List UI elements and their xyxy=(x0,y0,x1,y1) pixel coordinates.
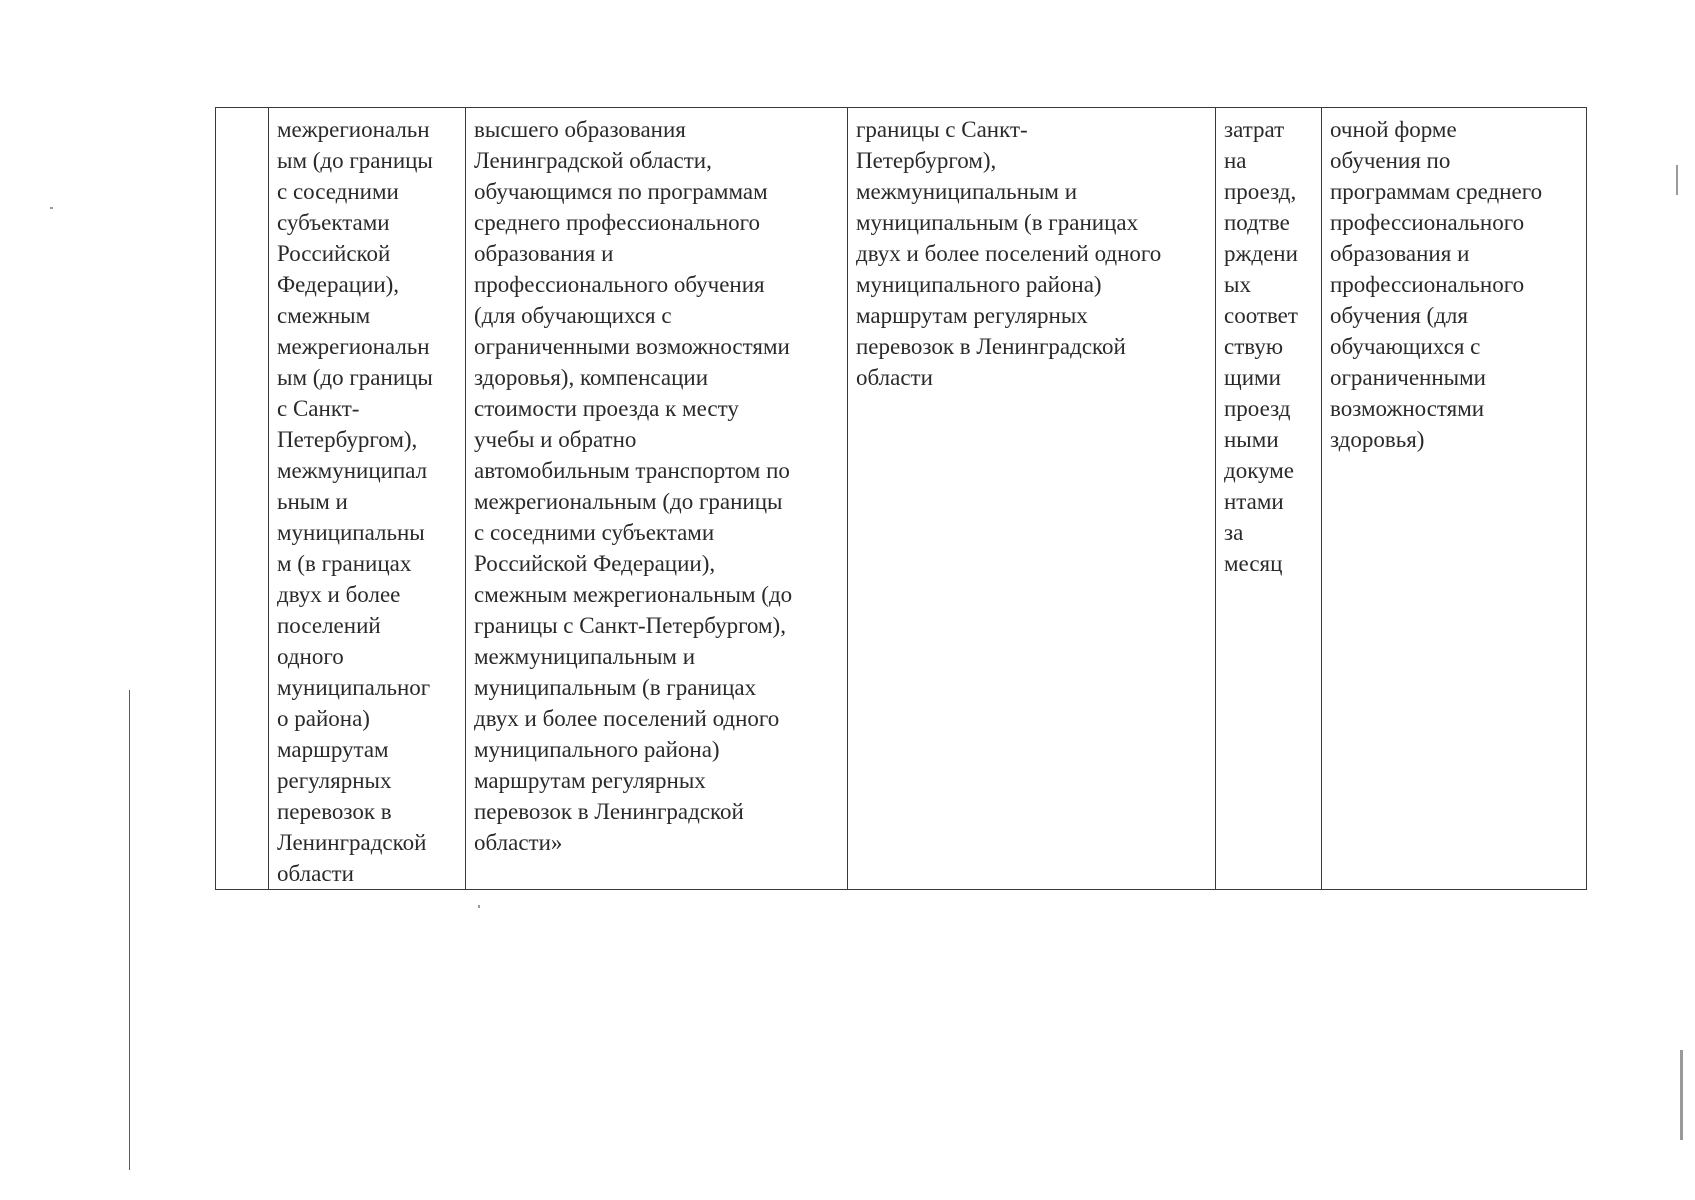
cell-text: высшего образования Ленинградской области, обучающимся по программам среднего профессионального образования и профессионального обучения (для обучающихся с ограниченными возможностями здоровья), компенсации стоимости проезда к месту учебы и обратно автомобильным транспортом по межрегиональным (до границы с соседними субъектами Российской Федерации), смежным межрегиональным (до границы с Санкт-Петербургом), межмуниципальным и муниципальным (в границах двух и более поселений одного муниципального района) маршрутам регулярных перевозок в Ленинградской области» xyxy=(474,117,793,855)
table-cell-amount xyxy=(1216,108,1322,890)
table-row xyxy=(216,108,1587,890)
scan-speck xyxy=(1680,1050,1683,1140)
scan-speck xyxy=(50,207,53,209)
table-cell-measure-description xyxy=(466,108,848,890)
scan-speck xyxy=(1676,165,1678,195)
scan-speck xyxy=(478,905,480,908)
table-cell-route-scope xyxy=(848,108,1216,890)
table-cell-number xyxy=(216,108,269,890)
cell-text: межрегиональн ым (до границы с соседними субъектами Российской Федерации), смежным межрегиональн ым (до границы с Санкт- Петербургом), межмуниципал ьным и муниципальны м (в границах двух и более поселений одного муниципальног о района) маршрутам регулярных перевозок в Ленинградской области xyxy=(277,117,433,886)
scan-artifact-line xyxy=(129,690,130,1170)
document-table xyxy=(215,107,1587,890)
cell-text: очной форме обучения по программам среднего профессионального образования и профессионального обучения (для обучающихся с ограниченными возможностями здоровья) xyxy=(1330,117,1543,452)
cell-text: затрат на проезд, подтве рждени ых соответ ствую щими проезд ными докуме нтами за месяц xyxy=(1224,117,1298,576)
table-cell-recipients xyxy=(1322,108,1587,890)
table-cell-route-type xyxy=(269,108,466,890)
cell-text: границы с Санкт- Петербургом), межмуниципальным и муниципальным (в границах двух и более поселений одного муниципального района) маршрутам регулярных перевозок в Ленинградской области xyxy=(856,117,1162,390)
